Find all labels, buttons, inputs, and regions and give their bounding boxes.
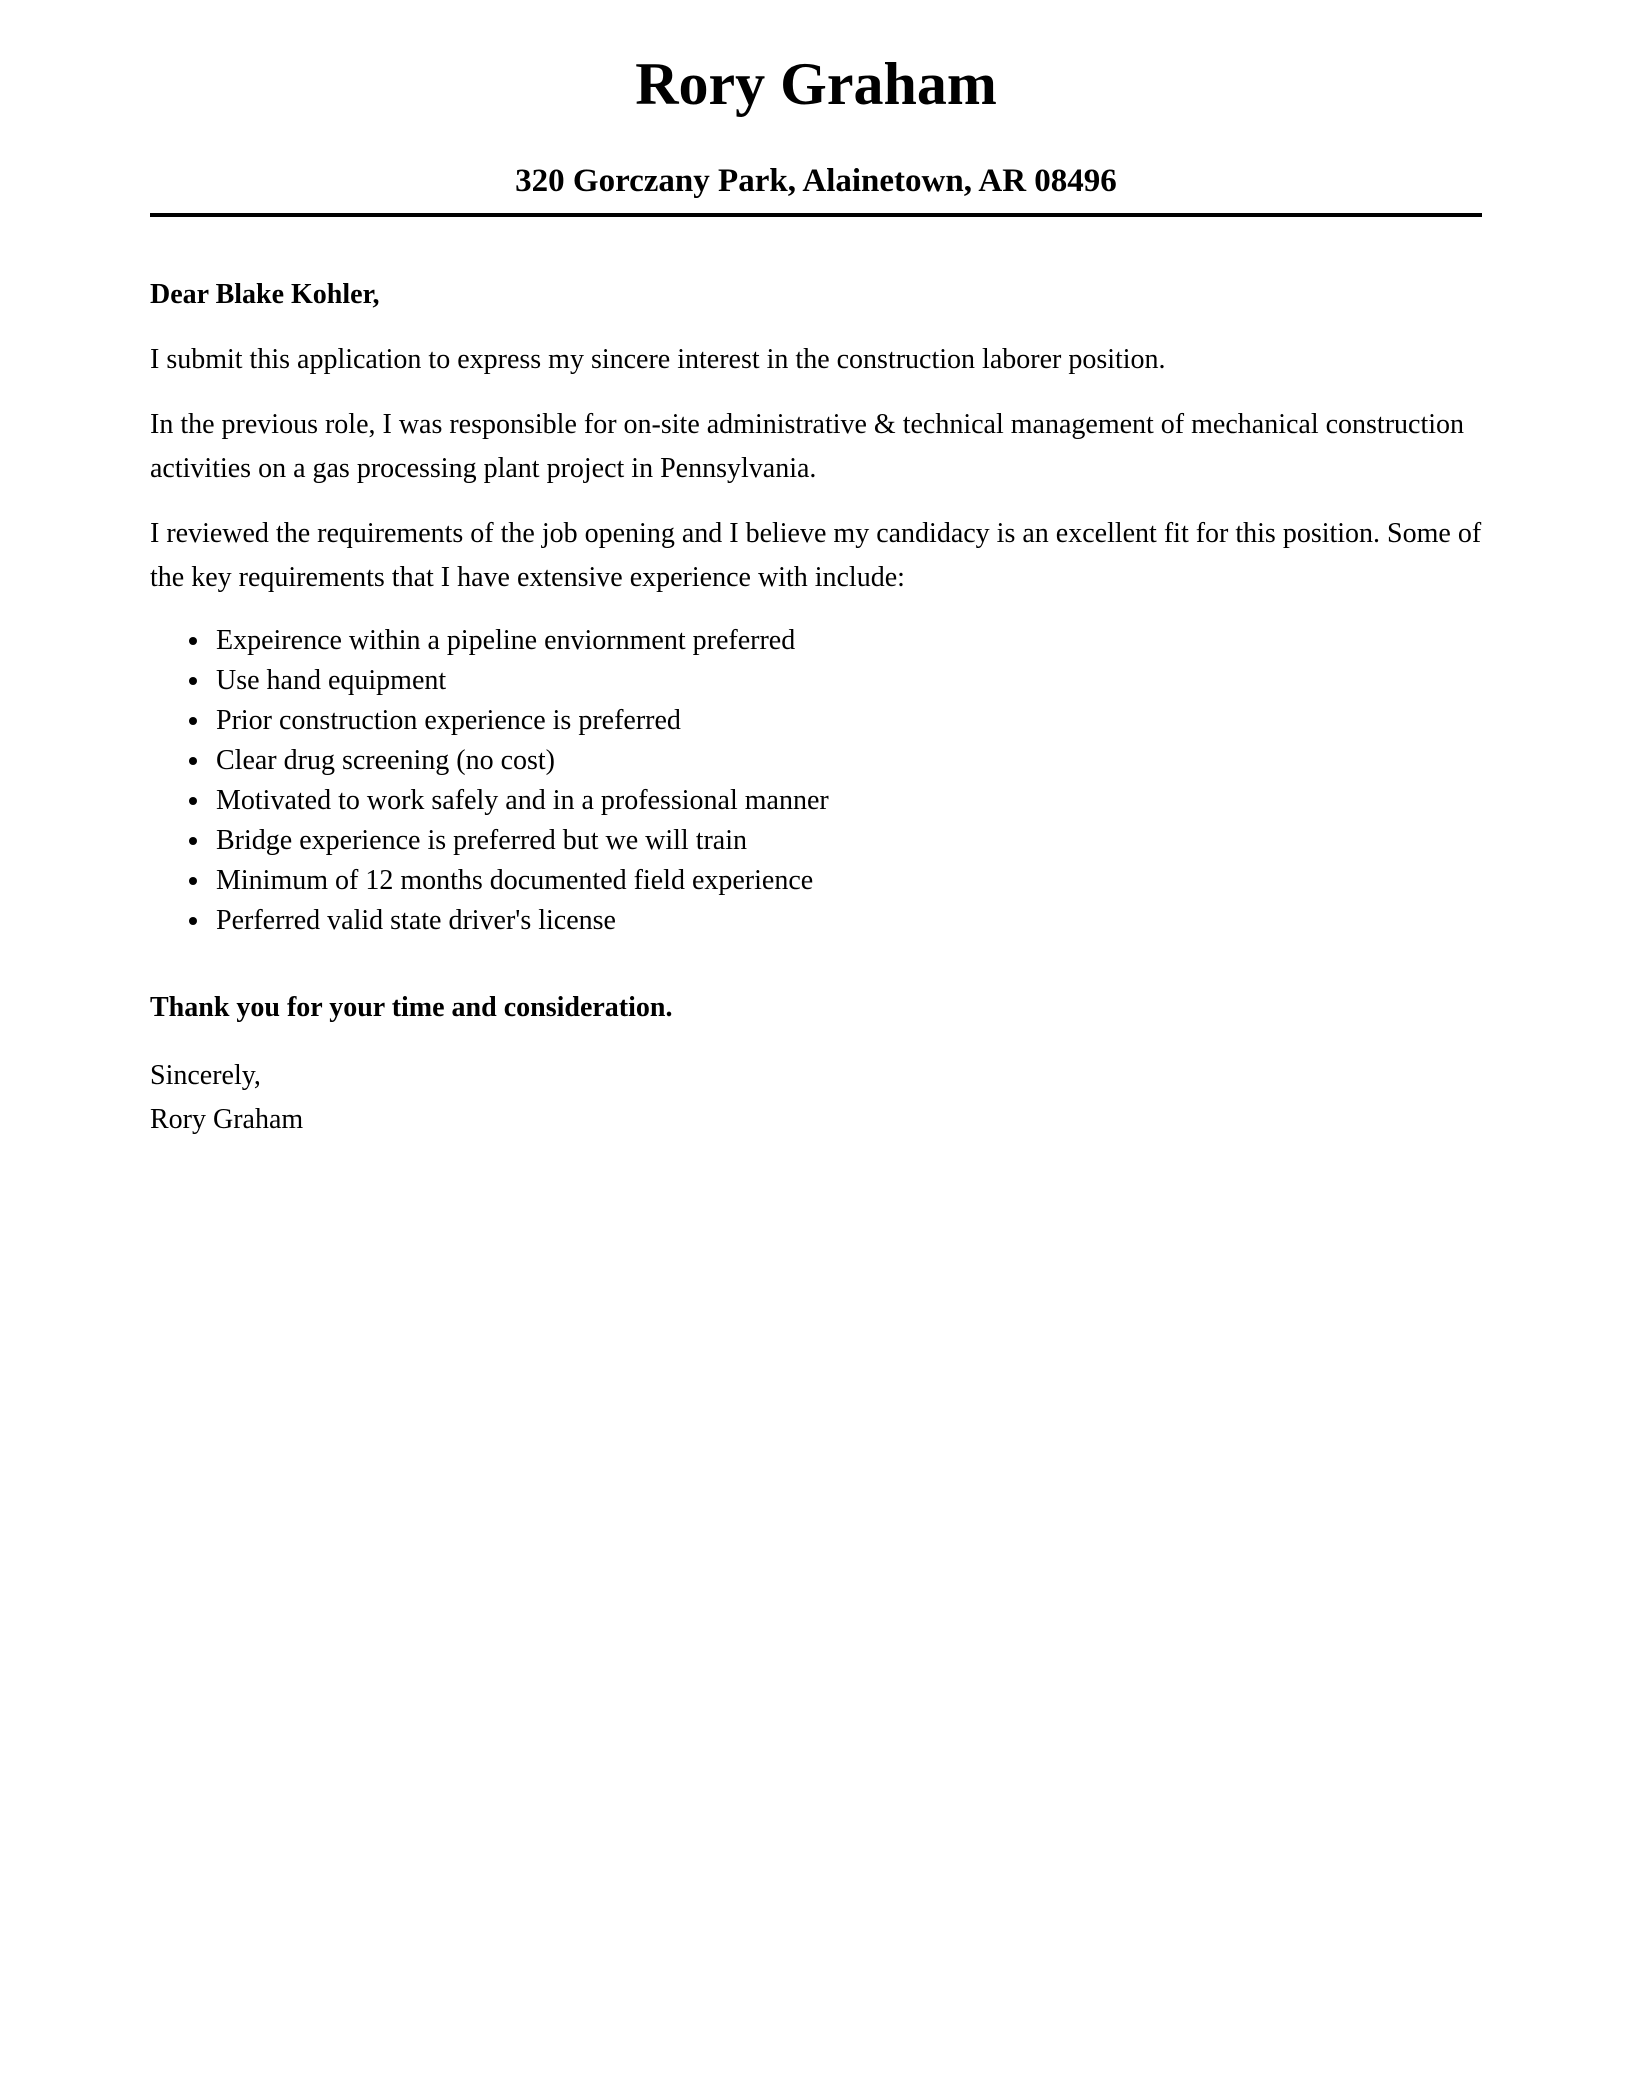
signature-name: Rory Graham bbox=[150, 1104, 304, 1135]
closing-salutation: Sincerely, bbox=[150, 1060, 261, 1091]
greeting-line: Dear Blake Kohler, bbox=[150, 279, 380, 310]
requirements-intro-paragraph: I reviewed the requirements of the job opening and I believe my candidacy is an excellent fit for this position. Some of the key requirements that I have extensive experience with include: bbox=[150, 518, 1482, 593]
requirement-item: • Prior construction experience is preferred bbox=[212, 701, 1482, 741]
requirements-list bbox=[150, 621, 1482, 941]
experience-paragraph: In the previous role, I was responsible for on-site administrative & technical management of mechanical construction activities on a gas processing plant project in Pennsylvania. bbox=[150, 409, 1465, 484]
letter-header bbox=[150, 48, 1482, 217]
letter-body bbox=[150, 273, 1482, 1142]
thank-you-line: Thank you for your time and consideration. bbox=[150, 992, 673, 1023]
header-divider bbox=[150, 213, 1482, 217]
requirement-item: • Perferred valid state driver's license bbox=[212, 901, 1482, 941]
closing-block bbox=[150, 1054, 1482, 1142]
requirement-item: • Motivated to work safely and in a professional manner bbox=[212, 781, 1482, 821]
requirement-item: • Use hand equipment bbox=[212, 661, 1482, 701]
intro-paragraph: I submit this application to express my sincere interest in the construction laborer position. bbox=[150, 344, 1166, 375]
requirement-item: • Minimum of 12 months documented field experience bbox=[212, 861, 1482, 901]
requirement-item: • Clear drug screening (no cost) bbox=[212, 741, 1482, 781]
applicant-address: 320 Gorczany Park, Alainetown, AR 08496 bbox=[515, 163, 1117, 199]
requirement-item: • Bridge experience is preferred but we will train bbox=[212, 821, 1482, 861]
applicant-name: Rory Graham bbox=[635, 51, 997, 117]
requirement-item: • Expeirence within a pipeline enviornment preferred bbox=[212, 621, 1482, 661]
